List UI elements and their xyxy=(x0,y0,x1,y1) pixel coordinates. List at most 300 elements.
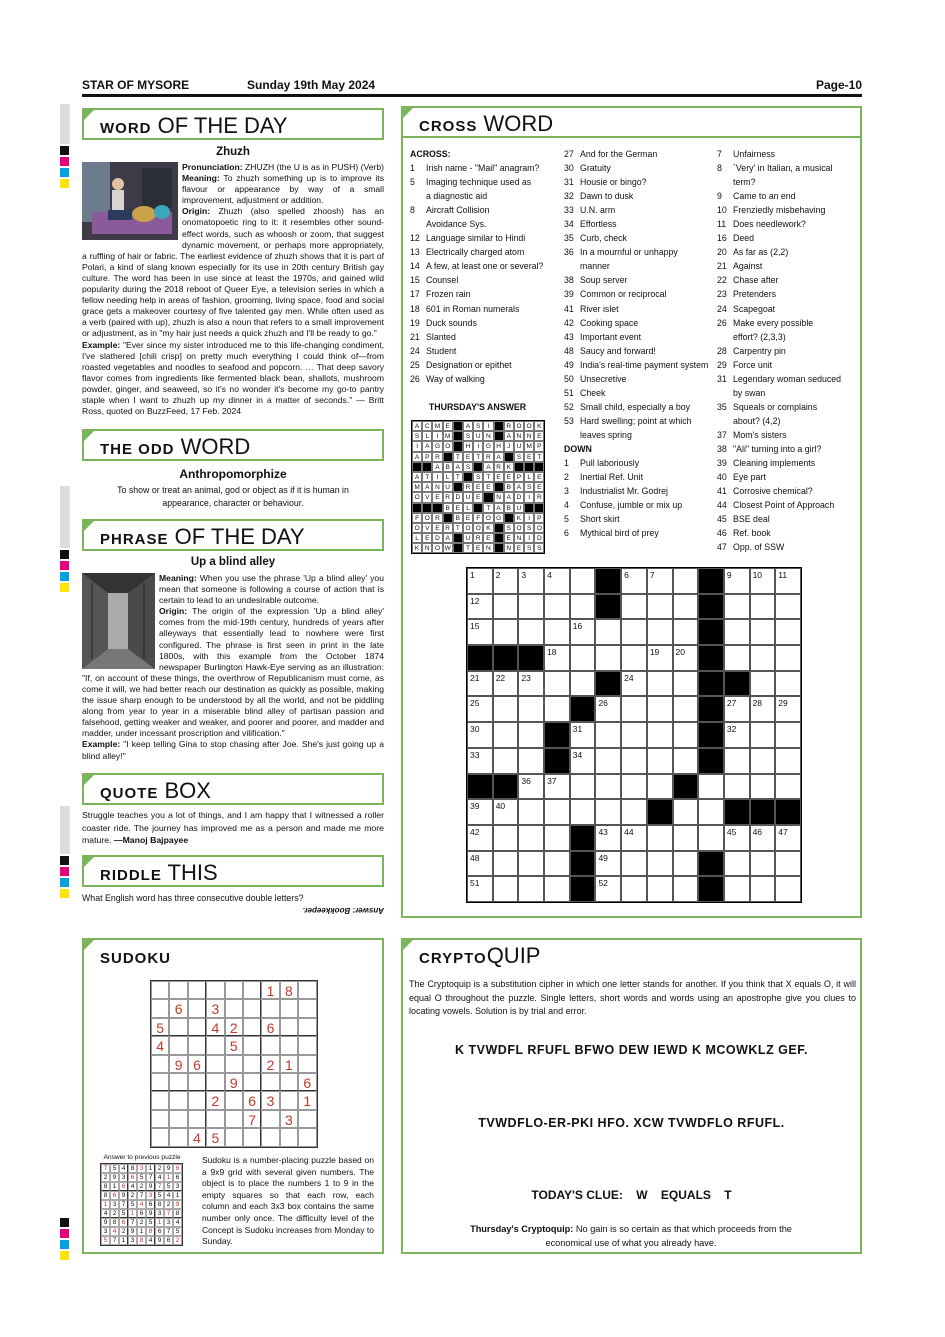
crossword-cell[interactable] xyxy=(595,876,621,902)
clue-row xyxy=(564,484,714,498)
clue-text: term? xyxy=(733,177,756,188)
crossword-cell[interactable] xyxy=(595,851,621,877)
crossword-black-cell xyxy=(698,594,724,620)
crossword-cell[interactable] xyxy=(673,825,699,851)
crossword-cell[interactable] xyxy=(570,671,596,697)
crossword-cell[interactable] xyxy=(595,774,621,800)
crossword-cell[interactable] xyxy=(775,851,801,877)
crossword-cell[interactable] xyxy=(647,876,673,902)
sudoku-cell[interactable] xyxy=(243,1018,261,1036)
crossword-cell[interactable] xyxy=(493,748,519,774)
crossword-cell[interactable] xyxy=(467,619,493,645)
answer-letter-cell: I xyxy=(483,421,493,431)
crossword-cell[interactable] xyxy=(595,645,621,671)
clue-text: Pretenders xyxy=(733,289,777,300)
previous-sudoku-cell: 8 xyxy=(146,1227,155,1236)
clue-text: In a mournful or unhappy xyxy=(580,247,678,258)
crossword-cell[interactable] xyxy=(518,748,544,774)
crossword-cell[interactable] xyxy=(518,696,544,722)
crossword-cell[interactable] xyxy=(544,799,570,825)
clue-row xyxy=(717,259,857,273)
crossword-black-cell xyxy=(595,671,621,697)
crossword-cell[interactable] xyxy=(647,594,673,620)
crossword-cell[interactable] xyxy=(750,774,776,800)
sudoku-cell[interactable] xyxy=(261,999,279,1017)
crossword-cell[interactable] xyxy=(724,696,750,722)
crossword-cell[interactable] xyxy=(570,619,596,645)
crossword-cell[interactable] xyxy=(673,645,699,671)
crossword-cell[interactable] xyxy=(621,799,647,825)
sudoku-cell[interactable] xyxy=(188,999,206,1017)
crossword-cell[interactable] xyxy=(570,594,596,620)
clue-number: 53 xyxy=(564,415,574,426)
crossword-cell[interactable] xyxy=(775,568,801,594)
crossword-cell[interactable] xyxy=(724,722,750,748)
sudoku-cell[interactable] xyxy=(261,1073,279,1091)
sudoku-cell[interactable] xyxy=(206,1055,224,1073)
crossword-cell[interactable] xyxy=(775,876,801,902)
sudoku-cell[interactable] xyxy=(225,1055,243,1073)
crossword-cell[interactable] xyxy=(724,774,750,800)
clue-row xyxy=(717,203,857,217)
sudoku-cell[interactable] xyxy=(280,1018,298,1036)
answer-letter-cell: M xyxy=(524,441,534,451)
clue-number: 21 xyxy=(717,261,727,272)
clue-number: 33 xyxy=(564,205,574,216)
answer-letter-cell: K xyxy=(534,421,544,431)
previous-sudoku-cell: 4 xyxy=(155,1173,164,1182)
riddle-question: What English word has three consecutive double letters? xyxy=(82,893,304,903)
crossword-black-cell xyxy=(570,876,596,902)
answer-letter-cell: T xyxy=(453,472,463,482)
answer-black-cell xyxy=(524,503,534,513)
crossword-cell[interactable] xyxy=(673,696,699,722)
sudoku-cell[interactable] xyxy=(225,981,243,999)
crossword-cell[interactable] xyxy=(467,825,493,851)
previous-sudoku-cell: 2 xyxy=(137,1218,146,1227)
sudoku-cell[interactable] xyxy=(298,981,316,999)
crossword-cell[interactable] xyxy=(621,568,647,594)
crossword-cell[interactable] xyxy=(775,619,801,645)
crossword-cell[interactable] xyxy=(467,722,493,748)
crossword-cell[interactable] xyxy=(493,671,519,697)
crossword-cell[interactable] xyxy=(493,619,519,645)
sudoku-cell: 5 xyxy=(151,1018,169,1036)
answer-black-cell xyxy=(453,533,463,543)
sudoku-cell: 2 xyxy=(206,1091,224,1109)
crossword-cell[interactable] xyxy=(750,722,776,748)
crossword-cell[interactable] xyxy=(544,851,570,877)
crossword-cell[interactable] xyxy=(673,619,699,645)
crossword-cell[interactable] xyxy=(775,748,801,774)
crossword-cell[interactable] xyxy=(467,851,493,877)
clue-row xyxy=(717,484,857,498)
answer-letter-cell: A xyxy=(483,462,493,472)
crossword-cell[interactable] xyxy=(518,825,544,851)
crossword-cell[interactable] xyxy=(595,799,621,825)
crossword-cell[interactable] xyxy=(570,722,596,748)
clue-row xyxy=(564,428,714,442)
crossword-cell[interactable] xyxy=(595,696,621,722)
answer-letter-cell: T xyxy=(473,452,483,462)
cell-number: 42 xyxy=(470,826,480,837)
clue-row xyxy=(564,456,714,470)
sudoku-cell[interactable] xyxy=(188,1110,206,1128)
answer-letter-cell: P xyxy=(422,452,432,462)
sudoku-cell[interactable] xyxy=(243,1128,261,1146)
crossword-cell[interactable] xyxy=(518,851,544,877)
sudoku-cell[interactable] xyxy=(280,1128,298,1146)
sudoku-cell[interactable] xyxy=(243,999,261,1017)
answer-letter-cell: A xyxy=(422,441,432,451)
previous-sudoku-cell: 3 xyxy=(146,1191,155,1200)
clue-text: Imaging technique used as xyxy=(426,177,532,188)
sudoku-cell[interactable] xyxy=(261,1110,279,1128)
crossword-cell[interactable] xyxy=(570,799,596,825)
clue-number: 2 xyxy=(564,472,569,483)
sudoku-cell[interactable] xyxy=(225,1128,243,1146)
crossword-cell[interactable] xyxy=(673,851,699,877)
answer-letter-cell: S xyxy=(524,482,534,492)
sudoku-cell[interactable] xyxy=(280,999,298,1017)
cell-number: 32 xyxy=(726,724,737,735)
sudoku-cell[interactable] xyxy=(280,1091,298,1109)
crossword-cell[interactable] xyxy=(647,748,673,774)
sudoku-cell[interactable] xyxy=(206,1110,224,1128)
crossword-black-cell xyxy=(698,696,724,722)
sudoku-cell[interactable] xyxy=(298,1128,316,1146)
sudoku-cell[interactable] xyxy=(188,1073,206,1091)
crossword-cell[interactable] xyxy=(518,568,544,594)
crossword-cell[interactable] xyxy=(750,645,776,671)
crossword-cell[interactable] xyxy=(570,645,596,671)
crossword-cell[interactable] xyxy=(673,748,699,774)
crossword-cell[interactable] xyxy=(750,671,776,697)
previous-sudoku-cell: 2 xyxy=(155,1164,164,1173)
crossword-cell[interactable] xyxy=(493,722,519,748)
crossword-cell[interactable] xyxy=(647,696,673,722)
sudoku-cell[interactable] xyxy=(151,1091,169,1109)
crossword-cell[interactable] xyxy=(621,645,647,671)
sudoku-cell[interactable] xyxy=(151,1055,169,1073)
crossword-cell[interactable] xyxy=(544,671,570,697)
crossword-cell[interactable] xyxy=(647,671,673,697)
crossword-cell[interactable] xyxy=(621,696,647,722)
answer-letter-cell: N xyxy=(422,543,432,553)
clue-row xyxy=(564,231,714,245)
crossword-cell[interactable] xyxy=(698,774,724,800)
answer-letter-cell: E xyxy=(473,492,483,502)
crossword-cell[interactable] xyxy=(621,748,647,774)
clue-row xyxy=(717,400,857,414)
sudoku-cell[interactable] xyxy=(169,1110,187,1128)
crossword-cell[interactable] xyxy=(775,825,801,851)
sudoku-cell[interactable] xyxy=(298,1036,316,1054)
sudoku-cell: 6 xyxy=(298,1073,316,1091)
sudoku-cell[interactable] xyxy=(243,981,261,999)
sudoku-cell: 4 xyxy=(151,1036,169,1054)
clue-number: 22 xyxy=(717,275,727,286)
crossword-cell[interactable] xyxy=(544,696,570,722)
black-swatch xyxy=(60,856,69,865)
sudoku-cell[interactable] xyxy=(280,1036,298,1054)
crossword-cell[interactable] xyxy=(673,594,699,620)
black-swatch xyxy=(60,1218,69,1227)
crossword-cell[interactable] xyxy=(621,671,647,697)
crossword-black-cell xyxy=(518,645,544,671)
clue-text: Way of walking xyxy=(426,373,485,384)
sudoku-cell[interactable] xyxy=(169,1036,187,1054)
crossword-cell[interactable] xyxy=(621,825,647,851)
crossword-cell[interactable] xyxy=(467,594,493,620)
crossword-cell[interactable] xyxy=(467,876,493,902)
crossword-cell[interactable] xyxy=(570,568,596,594)
sudoku-cell[interactable] xyxy=(243,1073,261,1091)
crossword-cell[interactable] xyxy=(493,876,519,902)
crossword-cell[interactable] xyxy=(647,825,673,851)
clue-text: Short skirt xyxy=(580,514,620,525)
cell-number: 11 xyxy=(778,570,788,580)
clue-text: As far as (2,2) xyxy=(733,247,789,258)
previous-sudoku-cell: 3 xyxy=(101,1227,110,1236)
crossword-cell[interactable] xyxy=(750,619,776,645)
sudoku-cell[interactable] xyxy=(298,1055,316,1073)
crossword-cell[interactable] xyxy=(518,671,544,697)
answer-letter-cell: V xyxy=(422,492,432,502)
sudoku-cell[interactable] xyxy=(151,1110,169,1128)
crossword-cell[interactable] xyxy=(518,876,544,902)
previous-sudoku-cell: 3 xyxy=(119,1173,128,1182)
crossword-cell[interactable] xyxy=(493,825,519,851)
clue-row xyxy=(717,470,857,484)
crossword-cell[interactable] xyxy=(621,722,647,748)
clue-row xyxy=(410,259,560,273)
clue-text: Cooking space xyxy=(580,317,639,328)
crossword-cell[interactable] xyxy=(647,851,673,877)
crossword-cell[interactable] xyxy=(621,619,647,645)
answer-letter-cell: E xyxy=(432,492,442,502)
sudoku-cell[interactable] xyxy=(298,1018,316,1036)
crossword-cell[interactable] xyxy=(698,825,724,851)
crossword-cell[interactable] xyxy=(724,568,750,594)
answer-letter-cell: O xyxy=(422,513,432,523)
crossword-cell[interactable] xyxy=(621,774,647,800)
sudoku-cell[interactable] xyxy=(188,1036,206,1054)
crossword-cell[interactable] xyxy=(647,619,673,645)
sudoku-cell[interactable] xyxy=(280,1073,298,1091)
clue-number: 16 xyxy=(717,233,727,244)
sudoku-cell[interactable] xyxy=(151,981,169,999)
cell-number: 39 xyxy=(470,801,480,812)
crossword-cell[interactable] xyxy=(621,876,647,902)
clue-row xyxy=(717,287,857,301)
crossword-cell[interactable] xyxy=(570,774,596,800)
clue-number: 20 xyxy=(717,247,727,258)
sudoku-cell[interactable] xyxy=(243,1036,261,1054)
previous-cryptoquip: Thursday's Cryptoquip: No gain is so certain as that which proceeds from the economical use of what you already have. xyxy=(470,1224,792,1248)
sudoku-cell: 6 xyxy=(188,1055,206,1073)
clue-row xyxy=(410,344,560,358)
answer-black-cell xyxy=(514,462,524,472)
crossword-cell[interactable] xyxy=(775,696,801,722)
grey-bar xyxy=(60,104,70,144)
clue-number: 1 xyxy=(564,458,569,469)
clue-number: 15 xyxy=(410,275,420,286)
magenta-swatch xyxy=(60,561,69,570)
answer-letter-cell: N xyxy=(514,431,524,441)
clue-number: 39 xyxy=(717,458,727,469)
clue-row xyxy=(564,372,714,386)
yellow-swatch xyxy=(60,179,69,188)
crossword-cell[interactable] xyxy=(467,748,493,774)
crossword-cell[interactable] xyxy=(724,748,750,774)
sudoku-cell[interactable] xyxy=(169,1128,187,1146)
crossword-cell[interactable] xyxy=(493,851,519,877)
crossword-cell[interactable] xyxy=(544,774,570,800)
sudoku-cell[interactable] xyxy=(261,1036,279,1054)
sudoku-cell[interactable] xyxy=(151,1073,169,1091)
answer-black-cell xyxy=(412,503,422,513)
clue-number: 9 xyxy=(717,191,722,202)
crossword-cell[interactable] xyxy=(493,568,519,594)
crossword-cell[interactable] xyxy=(673,671,699,697)
crossword-cell[interactable] xyxy=(724,645,750,671)
previous-sudoku-cell: 2 xyxy=(119,1227,128,1236)
crossword-cell[interactable] xyxy=(750,825,776,851)
crossword-cell[interactable] xyxy=(750,748,776,774)
crossword-cell[interactable] xyxy=(595,825,621,851)
crossword-cell[interactable] xyxy=(775,671,801,697)
clue-text: Inertial Ref. Unit xyxy=(580,472,644,483)
crossword-cell[interactable] xyxy=(724,876,750,902)
crossword-cell[interactable] xyxy=(673,722,699,748)
crossword-cell[interactable] xyxy=(673,799,699,825)
crossword-cell[interactable] xyxy=(467,696,493,722)
sudoku-cell[interactable] xyxy=(206,981,224,999)
answer-letter-cell: O xyxy=(524,421,534,431)
previous-sudoku-cell: 9 xyxy=(101,1218,110,1227)
sudoku-cell[interactable] xyxy=(188,1018,206,1036)
clue-text: effort? (2,3,3) xyxy=(733,331,786,342)
crossword-cell[interactable] xyxy=(467,568,493,594)
clue-text: India's real-time payment system xyxy=(580,359,709,370)
crossword-cell[interactable] xyxy=(544,568,570,594)
sudoku-cell[interactable] xyxy=(188,981,206,999)
sudoku-cell[interactable] xyxy=(151,999,169,1017)
crossword-cell[interactable] xyxy=(724,851,750,877)
sudoku-cell[interactable] xyxy=(225,1091,243,1109)
clue-row xyxy=(564,259,714,273)
crossword-cell[interactable] xyxy=(518,722,544,748)
sudoku-cell[interactable] xyxy=(225,1110,243,1128)
clue-row xyxy=(564,316,714,330)
answer-black-cell xyxy=(463,472,473,482)
crossword-cell[interactable] xyxy=(493,696,519,722)
crossword-cell[interactable] xyxy=(595,619,621,645)
sudoku-cell[interactable] xyxy=(169,1073,187,1091)
sudoku-cell[interactable] xyxy=(169,1091,187,1109)
sudoku-cell: 1 xyxy=(280,1055,298,1073)
crossword-cell[interactable] xyxy=(750,568,776,594)
crossword-cell[interactable] xyxy=(775,594,801,620)
crossword-cell[interactable] xyxy=(493,799,519,825)
crossword-cell[interactable] xyxy=(595,748,621,774)
crossword-cell[interactable] xyxy=(724,619,750,645)
crossword-cell[interactable] xyxy=(647,722,673,748)
clue-number: 27 xyxy=(564,149,574,159)
crossword-cell[interactable] xyxy=(775,722,801,748)
crossword-cell[interactable] xyxy=(518,619,544,645)
answer-letter-cell: L xyxy=(463,503,473,513)
clue-number: 26 xyxy=(410,373,420,384)
answer-letter-cell: L xyxy=(412,533,422,543)
clue-text: Unfairness xyxy=(733,149,776,159)
clue-text: Legendary woman seduced xyxy=(733,373,842,384)
crossword-cell[interactable] xyxy=(467,799,493,825)
crossword-cell[interactable] xyxy=(673,568,699,594)
crossword-cell[interactable] xyxy=(647,645,673,671)
sudoku-cell[interactable] xyxy=(298,1110,316,1128)
answer-letter-cell: E xyxy=(473,543,483,553)
sudoku-cell[interactable] xyxy=(225,999,243,1017)
sudoku-cell[interactable] xyxy=(206,1036,224,1054)
clue-text: Ref. book xyxy=(733,528,771,539)
answer-letter-cell: N xyxy=(524,431,534,441)
crossword-cell[interactable] xyxy=(750,876,776,902)
crossword-cell[interactable] xyxy=(544,594,570,620)
crossword-cell[interactable] xyxy=(775,645,801,671)
crossword-cell[interactable] xyxy=(750,851,776,877)
clue-number xyxy=(717,175,733,189)
crossword-cell[interactable] xyxy=(750,594,776,620)
clue-number: 1 xyxy=(410,163,415,174)
crossword-cell[interactable] xyxy=(621,851,647,877)
clue-text: Counsel xyxy=(426,275,459,286)
answer-letter-cell: O xyxy=(412,523,422,533)
crossword-cell[interactable] xyxy=(493,594,519,620)
sudoku-cell[interactable] xyxy=(206,1073,224,1091)
answer-letter-cell: S xyxy=(473,421,483,431)
crossword-cell[interactable] xyxy=(518,774,544,800)
sudoku-cell[interactable] xyxy=(261,1128,279,1146)
crossword-cell[interactable] xyxy=(544,825,570,851)
sudoku-cell[interactable] xyxy=(169,981,187,999)
crossword-cell[interactable] xyxy=(518,594,544,620)
crossword-cell[interactable] xyxy=(647,568,673,594)
crossword-cell[interactable] xyxy=(544,876,570,902)
sudoku-cell[interactable] xyxy=(188,1091,206,1109)
crossword-cell[interactable] xyxy=(673,876,699,902)
sudoku-cell[interactable] xyxy=(298,999,316,1017)
crossword-cell[interactable] xyxy=(544,645,570,671)
crossword-cell[interactable] xyxy=(750,696,776,722)
crossword-cell[interactable] xyxy=(724,594,750,620)
crossword-cell[interactable] xyxy=(647,774,673,800)
sudoku-cell[interactable] xyxy=(243,1055,261,1073)
crossword-cell[interactable] xyxy=(724,825,750,851)
crossword-cell[interactable] xyxy=(467,671,493,697)
crossword-cell[interactable] xyxy=(621,594,647,620)
crossword-cell[interactable] xyxy=(775,774,801,800)
crossword-cell[interactable] xyxy=(570,748,596,774)
sudoku-cell[interactable] xyxy=(151,1128,169,1146)
clue-number: 8 xyxy=(717,163,722,174)
crossword-cell[interactable] xyxy=(544,619,570,645)
sudoku-cell[interactable] xyxy=(169,1018,187,1036)
crossword-cell[interactable] xyxy=(518,799,544,825)
crossword-cell[interactable] xyxy=(698,799,724,825)
crossword-cell[interactable] xyxy=(595,722,621,748)
